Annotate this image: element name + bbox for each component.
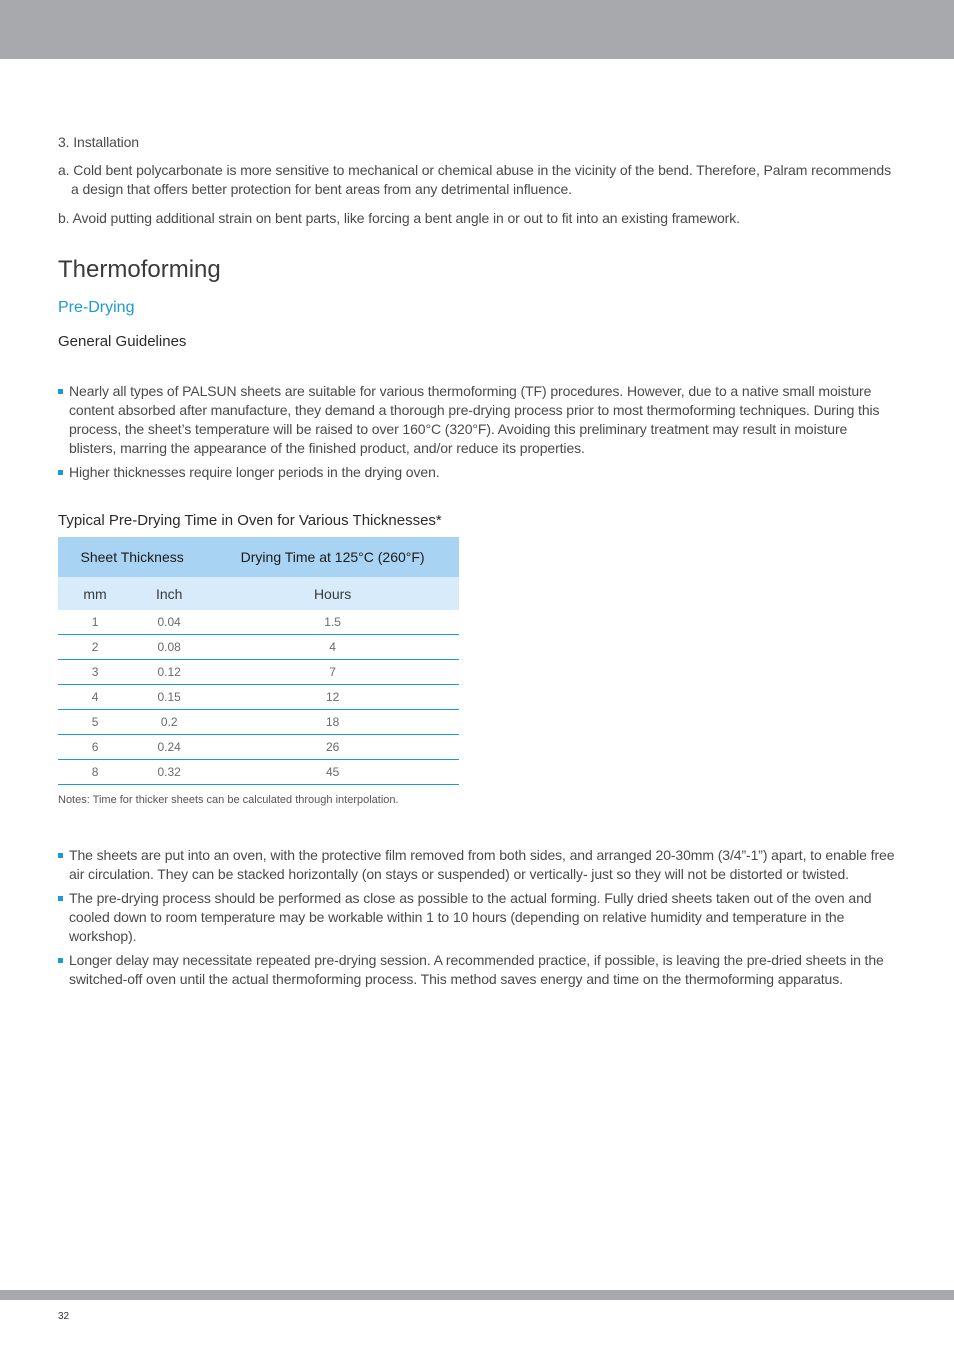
- header-drying-time: Drying Time at 125°C (260°F): [206, 537, 459, 577]
- header-sheet-thickness: Sheet Thickness: [58, 537, 206, 577]
- cell-mm: 5: [58, 710, 132, 735]
- list-item: [58, 382, 898, 458]
- footer-band: [0, 1290, 954, 1300]
- cell-mm: 1: [58, 610, 132, 635]
- cell-mm: 3: [58, 660, 132, 685]
- cell-inch: 0.04: [132, 610, 206, 635]
- page-content: [58, 133, 898, 994]
- cell-mm: 8: [58, 760, 132, 785]
- list-item: [58, 889, 898, 946]
- table-row: [58, 660, 459, 685]
- bullet-square-icon: [58, 896, 63, 901]
- process-list: [58, 846, 898, 989]
- cell-hours: 1.5: [206, 610, 459, 635]
- installation-item-a: a. Cold bent polycarbonate is more sensitive to mechanical or chemical abuse in the vicinity of the bend. Therefore, Palram recommends a design that offers better protection for bent areas from any detrimental influence.: [58, 162, 891, 197]
- table-row: [58, 610, 459, 635]
- header-band: [0, 0, 954, 59]
- table-title: Typical Pre-Drying Time in Oven for Various Thicknesses*: [58, 512, 442, 529]
- table-row: [58, 710, 459, 735]
- cell-inch: 0.08: [132, 635, 206, 660]
- list-item: [58, 463, 898, 482]
- column-hours: Hours: [206, 577, 459, 610]
- drying-time-table: [58, 537, 459, 785]
- table-notes: Notes: Time for thicker sheets can be calculated through interpolation.: [58, 794, 399, 806]
- list-item-text: The pre-drying process should be performed as close as possible to the actual forming. Fully dried sheets taken out of the oven and cooled down to room temperature may be workable within 1 to 10 hours (depending on relative humidity and temperature in the workshop).: [69, 890, 872, 944]
- section-title: Thermoforming: [58, 256, 221, 283]
- column-inch: Inch: [132, 577, 206, 610]
- cell-inch: 0.15: [132, 685, 206, 710]
- bullet-square-icon: [58, 470, 63, 475]
- subsection-title: Pre-Drying: [58, 299, 135, 316]
- table-row: [58, 685, 459, 710]
- list-item: [58, 951, 898, 989]
- cell-inch: 0.24: [132, 735, 206, 760]
- installation-item-b: b. Avoid putting additional strain on bent parts, like forcing a bent angle in or out to fit into an existing framework.: [58, 210, 740, 226]
- cell-hours: 4: [206, 635, 459, 660]
- cell-mm: 6: [58, 735, 132, 760]
- bullet-square-icon: [58, 853, 63, 858]
- cell-inch: 0.2: [132, 710, 206, 735]
- cell-inch: 0.12: [132, 660, 206, 685]
- cell-mm: 4: [58, 685, 132, 710]
- cell-inch: 0.32: [132, 760, 206, 785]
- guidelines-title: General Guidelines: [58, 333, 187, 350]
- list-item: [58, 846, 898, 884]
- table-row: [58, 735, 459, 760]
- cell-hours: 7: [206, 660, 459, 685]
- cell-mm: 2: [58, 635, 132, 660]
- cell-hours: 18: [206, 710, 459, 735]
- list-item-text: Nearly all types of PALSUN sheets are suitable for various thermoforming (TF) procedures. However, due to a native small moisture content absorbed after manufacture, they demand a thorough pre-drying process prior to most thermoforming techniques. During this process, the sheet’s temperature will be raised to over 160°C (320°F). Avoiding this preliminary treatment may result in moisture blisters, marring the appearance of the finished product, and/or reduce its properties.: [69, 383, 880, 456]
- bullet-square-icon: [58, 958, 63, 963]
- column-mm: mm: [58, 577, 132, 610]
- page-number: 32: [58, 1311, 70, 1322]
- table-row: [58, 635, 459, 660]
- cell-hours: 12: [206, 685, 459, 710]
- cell-hours: 45: [206, 760, 459, 785]
- guidelines-list: [58, 382, 898, 482]
- installation-title: 3. Installation: [58, 134, 139, 150]
- bullet-square-icon: [58, 389, 63, 394]
- list-item-text: Higher thicknesses require longer periods in the drying oven.: [69, 464, 440, 480]
- table-row: [58, 760, 459, 785]
- list-item-text: Longer delay may necessitate repeated pre-drying session. A recommended practice, if possible, is leaving the pre-dried sheets in the switched-off oven until the actual thermoforming process. This method saves energy and time on the thermoforming apparatus.: [69, 952, 884, 987]
- cell-hours: 26: [206, 735, 459, 760]
- list-item-text: The sheets are put into an oven, with the protective film removed from both sides, and arranged 20-30mm (3/4”-1”) apart, to enable free air circulation. They can be stacked horizontally (on stays or suspended) or vertically- just so they will not be distorted or twisted.: [69, 847, 895, 882]
